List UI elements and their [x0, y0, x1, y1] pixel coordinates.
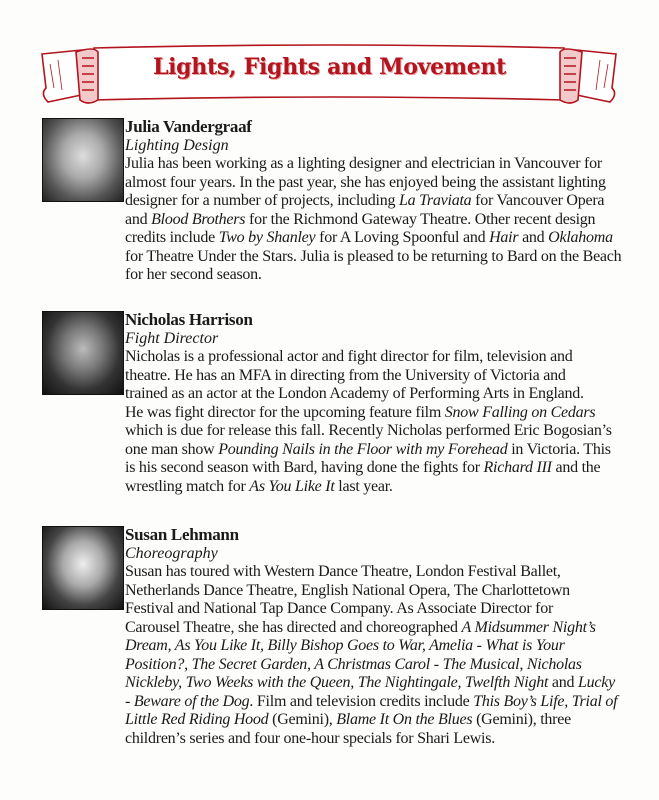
title-reference: Snow Falling on Cedars: [444, 403, 596, 421]
title-reference: Little Red Riding Hood: [125, 711, 269, 728]
bio-line: [125, 582, 617, 601]
person-role: Choreography: [125, 545, 218, 562]
bio-text-segment: and: [518, 229, 549, 246]
title-reference: - Beware of the Dog: [125, 692, 250, 710]
bio-text-segment: which is due for release this fall. Recently Nicholas performed Eric Bogosian’s: [125, 422, 612, 439]
bio-line: [125, 637, 617, 656]
person-role: Lighting Design: [125, 137, 229, 154]
bio-line: [125, 478, 612, 497]
bio-line: [125, 619, 617, 638]
bio-text-segment: almost four years. In the past year, she has enjoyed being the assistant lighting: [125, 173, 606, 191]
title-reference: As You Like It: [249, 477, 335, 495]
title-reference: Lucky: [578, 674, 615, 691]
person-name: Nicholas Harrison: [125, 310, 253, 329]
title-reference: Dream, As You Like It, Billy Bishop Goes to War, Amelia - What is Your: [125, 637, 565, 654]
title-reference: A Midsummer Night’s: [461, 618, 596, 636]
title-reference: Nickleby, Two Weeks with the Queen, The Nightingale, Twelfth Night: [125, 674, 549, 691]
bio-line: [125, 266, 621, 285]
portrait-photo: [42, 118, 124, 202]
bio-text-segment: (Gemini), three: [472, 711, 571, 728]
bio-susan-lehmann: [125, 525, 617, 748]
bio-line: [125, 656, 617, 675]
bio-text-segment: Nicholas is a professional actor and fight director for film, television and: [125, 348, 573, 365]
bio-line: [125, 441, 612, 460]
bio-text-segment: last year.: [334, 477, 393, 495]
bio-nicholas-harrison: [125, 310, 612, 496]
title-reference: Pounding Nails in the Floor with my Forehead: [218, 440, 508, 458]
page-title: Lights, Fights and Movement: [152, 54, 507, 80]
title-reference: Blood Brothers: [151, 210, 246, 228]
bio-line: [125, 174, 621, 193]
person-name: Julia Vandergraaf: [125, 117, 252, 136]
bio-text: [125, 348, 612, 496]
bio-text-segment: Netherlands Dance Theatre, English National Opera, The Charlottetown: [125, 581, 570, 599]
bio-line: [125, 211, 621, 230]
bio-text-segment: designer for a number of projects, including: [125, 192, 399, 209]
title-reference: Blame It On the Blues: [336, 711, 473, 728]
bio-text-segment: Festival and National Tap Dance Company. As Associate Director for: [125, 600, 554, 617]
title-reference: Two by Shanley: [218, 229, 316, 246]
bio-text-segment: (Gemini),: [268, 711, 337, 728]
bio-line: [125, 459, 612, 478]
bio-text-segment: in Victoria. This: [507, 440, 611, 458]
bio-text-segment: for Vancouver Opera: [471, 192, 605, 209]
bio-text-segment: is his second season with Bard, having done the fights for: [125, 459, 484, 476]
title-reference: Oklahoma: [548, 229, 613, 246]
bio-line: [125, 711, 617, 730]
bio-line: [125, 192, 621, 211]
bio-line: [125, 348, 612, 367]
bio-text-segment: trained as an actor at the London Academy of Performing Arts in England.: [125, 385, 584, 402]
bio-line: [125, 674, 617, 693]
title-reference: Hair: [489, 229, 519, 246]
title-reference: Position?, The Secret Garden, A Christmas Carol - The Musical, Nicholas: [125, 655, 582, 673]
bio-text-segment: for the Richmond Gateway Theatre. Other recent design: [245, 210, 596, 228]
bio-line: [125, 563, 617, 582]
bio-text-segment: for A Loving Spoonful and: [315, 229, 490, 246]
bio-text-segment: credits include: [125, 229, 219, 246]
person-role: Fight Director: [125, 330, 219, 347]
portrait-photo: [42, 311, 124, 395]
bio-text-segment: theatre. He has an MFA in directing from the University of Victoria and: [125, 366, 566, 384]
bio-text-segment: and the: [551, 459, 601, 476]
bio-line: [125, 422, 612, 441]
bio-text-segment: one man show: [125, 440, 219, 458]
title-reference: Richard III: [483, 459, 552, 476]
bio-text-segment: for her second season.: [125, 266, 262, 283]
bio-line: [125, 367, 612, 386]
bio-line: [125, 404, 612, 423]
title-reference: This Boy’s Life, Trial of: [473, 692, 618, 710]
bio-julia-vandergraaf: [125, 117, 621, 285]
bio-text-segment: and: [125, 210, 152, 228]
bio-text-segment: Julia has been working as a lighting designer and electrician in Vancouver for: [125, 155, 602, 172]
bio-line: [125, 248, 621, 267]
bio-text-segment: . Film and television credits include: [249, 692, 474, 710]
bio-text-segment: Carousel Theatre, she has directed and choreographed: [125, 618, 462, 636]
portrait-photo: [42, 526, 124, 610]
person-name: Susan Lehmann: [125, 525, 239, 544]
bio-text-segment: and: [548, 674, 579, 691]
title-reference: La Traviata: [399, 192, 472, 209]
bio-text: [125, 563, 617, 748]
bio-line: [125, 600, 617, 619]
bio-text-segment: Susan has toured with Western Dance Theatre, London Festival Ballet,: [125, 563, 561, 580]
bio-text-segment: wrestling match for: [125, 477, 250, 495]
bio-line: [125, 693, 617, 712]
bio-line: [125, 155, 621, 174]
bio-text-segment: for Theatre Under the Stars. Julia is pleased to be returning to Bard on the Beach: [125, 247, 622, 265]
bio-text-segment: He was fight director for the upcoming feature film: [125, 403, 445, 421]
bio-line: [125, 730, 617, 749]
bio-line: [125, 385, 612, 404]
bio-text: [125, 155, 621, 285]
bio-text-segment: children’s series and four one-hour specials for Shari Lewis.: [125, 729, 495, 747]
bio-line: [125, 229, 621, 248]
